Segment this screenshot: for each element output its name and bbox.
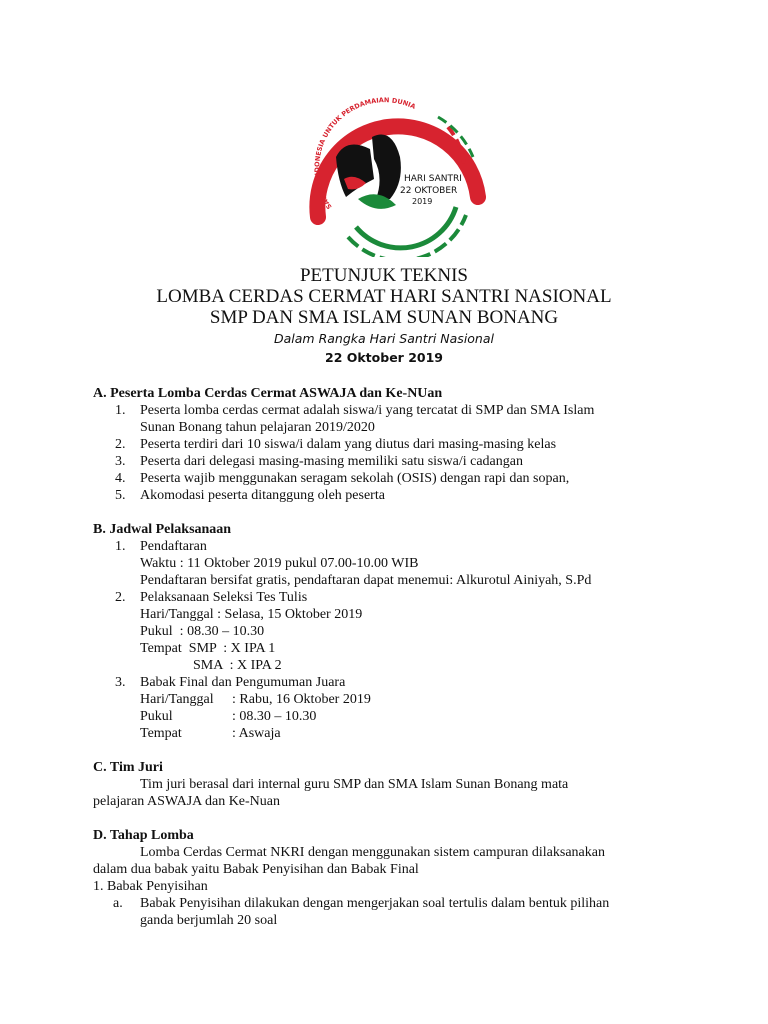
list-item: 3. Babak Final dan Pengumuman Juara Hari/Tanggal : Rabu, 16 Oktober 2019 Pukul : 08.30 – 10.30 Tempat : Aswaja: [115, 675, 371, 741]
list-item: 2. Pelaksanaan Seleksi Tes Tulis Hari/Tanggal : Selasa, 15 Oktober 2019 Pukul : 08.30 – 10.30 Tempat SMP : X IPA 1 SMA : X IPA 2: [115, 590, 363, 673]
logo-line3: 2019: [412, 197, 433, 206]
logo-line2: 22 OKTOBER: [400, 186, 458, 196]
list-item: 3. Peserta dari delegasi masing-masing memiliki satu siswa/i cadangan: [115, 454, 523, 469]
section-c-heading: C. Tim Juri: [93, 760, 163, 775]
title-lomba: LOMBA CERDAS CERMAT HARI SANTRI NASIONAL: [156, 286, 612, 307]
list-item: 1. Pendaftaran Waktu : 11 Oktober 2019 pukul 07.00-10.00 WIB Pendaftaran bersifat gratis, pendaftaran dapat menemui: Alkurotul Ainiyah, S.Pd: [115, 539, 592, 588]
list-item: 5. Akomodasi peserta ditanggung oleh peserta: [115, 488, 385, 503]
subtitle: Dalam Rangka Hari Santri Nasional: [274, 331, 494, 346]
title-sekolah: SMP DAN SMA ISLAM SUNAN BONANG: [209, 307, 559, 328]
logo-ring-text: SANTRI INDONESIA UNTUK PERDAMAIAN DUNIA: [313, 96, 417, 211]
list-item: 1. Peserta lomba cerdas cermat adalah siswa/i yang tercatat di SMP dan SMA Islam Sunan Bonang tahun pelajaran 2019/2020: [115, 403, 595, 435]
section-d-paragraph: Lomba Cerdas Cermat NKRI dengan menggunakan sistem campuran dilaksanakan: [140, 845, 605, 860]
section-c-paragraph: Tim juri berasal dari internal guru SMP dan SMA Islam Sunan Bonang mata: [140, 777, 569, 792]
hari-santri-logo: [288, 87, 494, 257]
logo-line1: HARI SANTRI: [404, 174, 462, 184]
list-item: 2. Peserta terdiri dari 10 siswa/i dalam yang diutus dari masing-masing kelas: [115, 437, 557, 452]
title-petunjuk: PETUNJUK TEKNIS: [299, 265, 468, 286]
section-b-heading: B. Jadwal Pelaksanaan: [93, 522, 232, 537]
section-d-sub1: 1. Babak Penyisihan: [93, 879, 208, 894]
section-a-heading: A. Peserta Lomba Cerdas Cermat ASWAJA dan Ke-NUan: [93, 386, 443, 401]
section-b-list: [93, 538, 683, 742]
document-header: [0, 265, 768, 367]
section-d-heading: D. Tahap Lomba: [93, 828, 194, 843]
list-item: 4. Peserta wajib menggunakan seragam sekolah (OSIS) dengan rapi dan sopan,: [115, 471, 570, 486]
section-a-list: [93, 402, 683, 504]
list-item: a. Babak Penyisihan dilakukan dengan mengerjakan soal tertulis dalam bentuk pilihan ganda berjumlah 20 soal: [113, 896, 610, 928]
document-body: A. Peserta Lomba Cerdas Cermat ASWAJA dan Ke-NUan 1. Peserta lomba cerdas cermat adalah siswa/i yang tercatat di SMP dan SMA Islam Sunan Bonang tahun pelajaran 2019/2020 2. Peserta terdiri dari 10 siswa/i dalam yang diutus dari masing-masing kelas 3. Peserta dari delegasi masing-masing memiliki satu siswa/i cadangan 4. Peserta wajib menggunakan seragam sekolah (OSIS) dengan rapi dan sopan, 5. Akomodasi peserta ditanggung oleh peserta B. Jadwal Pelaksanaan 1. Pendaftaran Waktu : 11 Oktober 2019 pukul 07.00-10.00 WIB Pendaftaran bersifat gratis, pendaftaran dapat menemui: Alkurotul Ainiyah, S.Pd 2. Pelaksanaan Seleksi Tes Tulis Hari/Tanggal : Selasa, 15 Oktober 2019 Pukul : 08.30 – 10.30 Tempat SMP : X IPA 1 SMA : X IPA 2 3. Babak Final dan Pengumuman Juara Hari/Tanggal : Rabu, 16 Oktober 2019 Pukul : 08.30 – 10.30 Tempat : Aswaja C. Tim Juri Tim juri berasal dari internal guru SMP dan SMA Islam Sunan Bonang mata pelajaran ASWAJA dan Ke-Nuan D. Tahap Lomba Lomba Cerdas Cermat NKRI dengan menggunakan sistem campuran dilaksanakan dalam dua babak yaitu Babak Penyisihan dan Babak Final 1. Babak Penyisihan a. Babak Penyisihan dilakukan dengan mengerjakan soal tertulis dalam bentuk pilihan ganda berjumlah 20 soal: [93, 385, 683, 929]
event-date: 22 Oktober 2019: [325, 350, 443, 365]
